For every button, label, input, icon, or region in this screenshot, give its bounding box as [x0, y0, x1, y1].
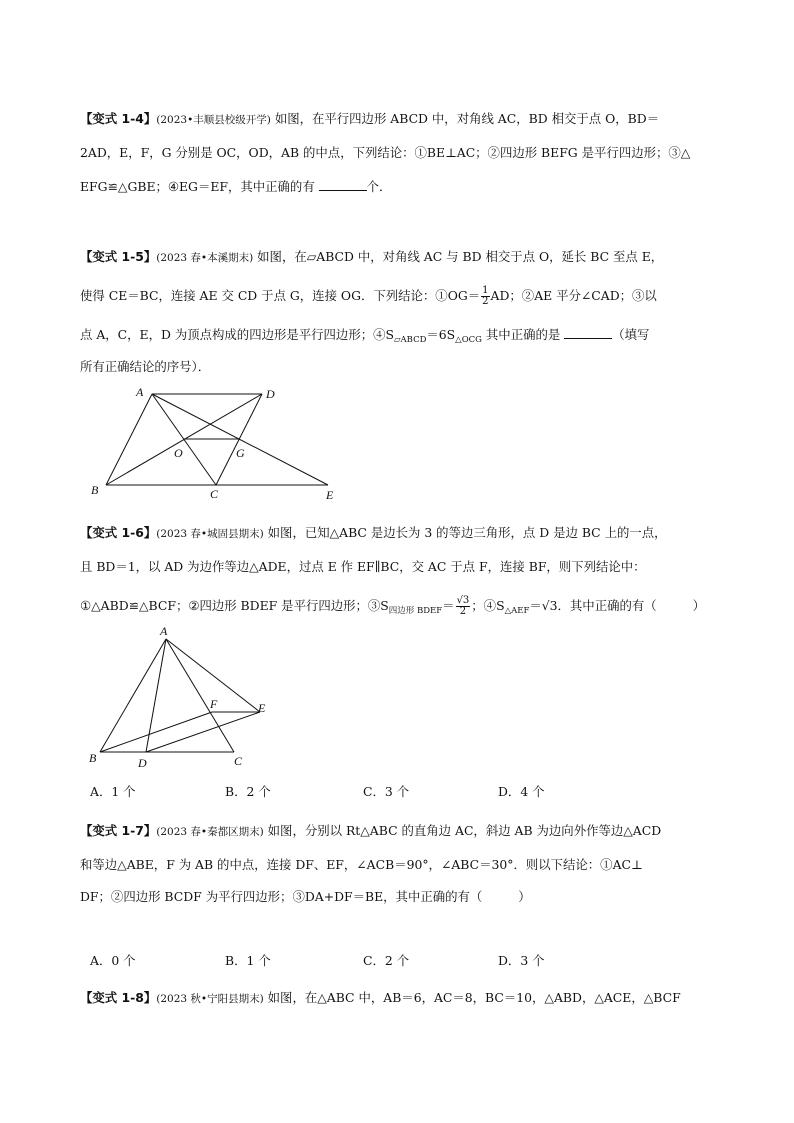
problem-text: 使得 CE＝BC，连接 AE 交 CD 于点 G，连接 OG．下列结论：①OG＝ — [80, 288, 481, 303]
problem-label: 【变式 1-8】 — [80, 990, 157, 1005]
label-o: O — [174, 446, 183, 460]
option-c[interactable]: C．2 个 — [363, 953, 410, 968]
problem-1-7-line1 — [80, 822, 661, 841]
problem-text: 如图，已知△ABC 是边长为 3 的等边三角形，点 D 是边 BC 上的一点， — [267, 525, 667, 540]
problem-1-6-line1 — [80, 524, 667, 543]
fraction-numerator: √3 — [456, 595, 470, 606]
problem-label: 【变式 1-5】 — [80, 249, 157, 264]
fraction — [456, 596, 471, 617]
problem-text: ＝√3．其中正确的有（ — [529, 598, 657, 613]
problem-text: 且 BD＝1，以 AD 为边作等边△ADE，过点 E 作 EF∥BC，交 AC 于点 F，连接 BF，则下列结论中： — [80, 559, 646, 574]
problem-1-7-line2 — [80, 856, 643, 873]
problem-text: 和等边△ABE，F 为 AB 的中点，连接 DF、EF，∠ACB＝90°，∠ABC＝30°．则以下结论：①AC⊥ — [80, 857, 643, 872]
label-f: F — [210, 697, 218, 711]
problem-text: DF；②四边形 BCDF 为平行四边形；③DA+DF＝BE，其中正确的有（ — [80, 889, 483, 904]
problem-source: (2023•丰顺县校级开学) — [156, 114, 271, 126]
segment-de — [146, 712, 260, 752]
problem-1-5-line1 — [80, 248, 663, 267]
problem-text: EFG≌△GBE；④EG＝EF，其中正确的有 — [80, 179, 315, 194]
answer-blank[interactable] — [319, 180, 367, 191]
problem-source: (2023 春•秦都区期末) — [156, 826, 264, 838]
problem-text: 如图，在▱ABCD 中，对角线 AC 与 BD 相交于点 O，延长 BC 至点 E， — [257, 249, 664, 264]
subscript: △OCG — [455, 335, 482, 345]
problem-text: ） — [692, 598, 706, 613]
subscript: ▱ABCD — [393, 335, 427, 345]
problem-label: 【变式 1-6】 — [80, 525, 157, 540]
problem-text: 所有正确结论的序号）． — [80, 359, 211, 374]
subscript: △AEF — [504, 606, 530, 616]
figure-1-6 — [86, 622, 286, 772]
problem-text: AD；②AE 平分∠CAD；③以 — [490, 288, 657, 303]
problem-1-4-line1 — [80, 110, 659, 129]
fraction-denominator: 2 — [459, 606, 467, 617]
label-b: B — [89, 751, 97, 765]
problem-1-8-line1 — [80, 989, 681, 1008]
fraction — [481, 286, 489, 307]
problem-1-5-line4 — [80, 358, 210, 375]
label-b: B — [91, 483, 99, 497]
problem-source: (2023 春•本溪期末) — [156, 252, 254, 264]
label-c: C — [234, 754, 243, 768]
fraction-denominator: 2 — [482, 296, 489, 307]
option-d[interactable]: D．3 个 — [498, 953, 545, 968]
problem-1-5-line3 — [80, 326, 649, 349]
problem-source: (2023 秋•宁阳县期末) — [156, 993, 264, 1005]
problem-1-4-line3 — [80, 178, 391, 195]
problem-label: 【变式 1-4】 — [80, 111, 157, 126]
problem-text: ；④S — [471, 598, 505, 613]
option-c[interactable]: C．3 个 — [363, 784, 410, 799]
label-d: D — [266, 387, 275, 401]
problem-text: （填写 — [612, 327, 650, 342]
segment-ac — [166, 639, 234, 752]
problem-text: 如图，分别以 Rt△ABC 的直角边 AC，斜边 AB 为边向外作等边△ACD — [267, 823, 662, 838]
option-a[interactable]: A．0 个 — [90, 953, 136, 968]
label-e: E — [258, 701, 266, 715]
problem-text: 如图，在△ABC 中，AB＝6，AC＝8，BC＝10，△ABD，△ACE，△BCF — [267, 990, 681, 1005]
label-a: A — [160, 624, 168, 638]
answer-blank[interactable] — [564, 328, 612, 339]
subscript: 四边形 BDEF — [388, 606, 443, 616]
fraction-numerator: 1 — [482, 285, 489, 296]
problem-text: ） — [518, 889, 531, 904]
problem-1-7-line3 — [80, 888, 531, 905]
label-c: C — [210, 487, 219, 501]
problem-text: 其中正确的是 — [481, 327, 561, 342]
figure-1-5 — [86, 380, 356, 505]
problem-text: 2AD，E，F，G 分别是 OC，OD，AB 的中点，下列结论：①BE⊥AC；②四边形 BEFG 是平行四边形；③△ — [80, 145, 691, 160]
problem-text: ①△ABD≌△BCF；②四边形 BDEF 是平行四边形；③S — [80, 598, 389, 613]
problem-1-6-line3 — [80, 596, 705, 620]
problem-text: ＝ — [442, 598, 455, 613]
segment-bf — [100, 712, 212, 752]
problem-1-5-line2 — [80, 286, 657, 307]
problem-text: 个． — [366, 179, 392, 194]
segment-ae — [152, 394, 328, 485]
problem-text: 点 A，C，E，D 为顶点构成的四边形是平行四边形；④S — [80, 327, 394, 342]
problem-text: ＝6S — [426, 327, 456, 342]
problem-source: (2023 春•城固县期末) — [156, 528, 264, 540]
option-a[interactable]: A．1 个 — [90, 784, 136, 799]
problem-label: 【变式 1-7】 — [80, 823, 157, 838]
label-a: A — [136, 385, 144, 399]
option-b[interactable]: B．1 个 — [225, 953, 271, 968]
problem-text: 如图，在平行四边形 ABCD 中，对角线 AC，BD 相交于点 O，BD＝ — [274, 111, 660, 126]
label-g: G — [236, 446, 245, 460]
option-d[interactable]: D．4 个 — [498, 784, 545, 799]
label-e: E — [326, 488, 334, 502]
problem-1-4-line2 — [80, 144, 690, 161]
option-b[interactable]: B．2 个 — [225, 784, 271, 799]
label-d: D — [138, 756, 147, 770]
problem-1-6-line2 — [80, 558, 646, 575]
